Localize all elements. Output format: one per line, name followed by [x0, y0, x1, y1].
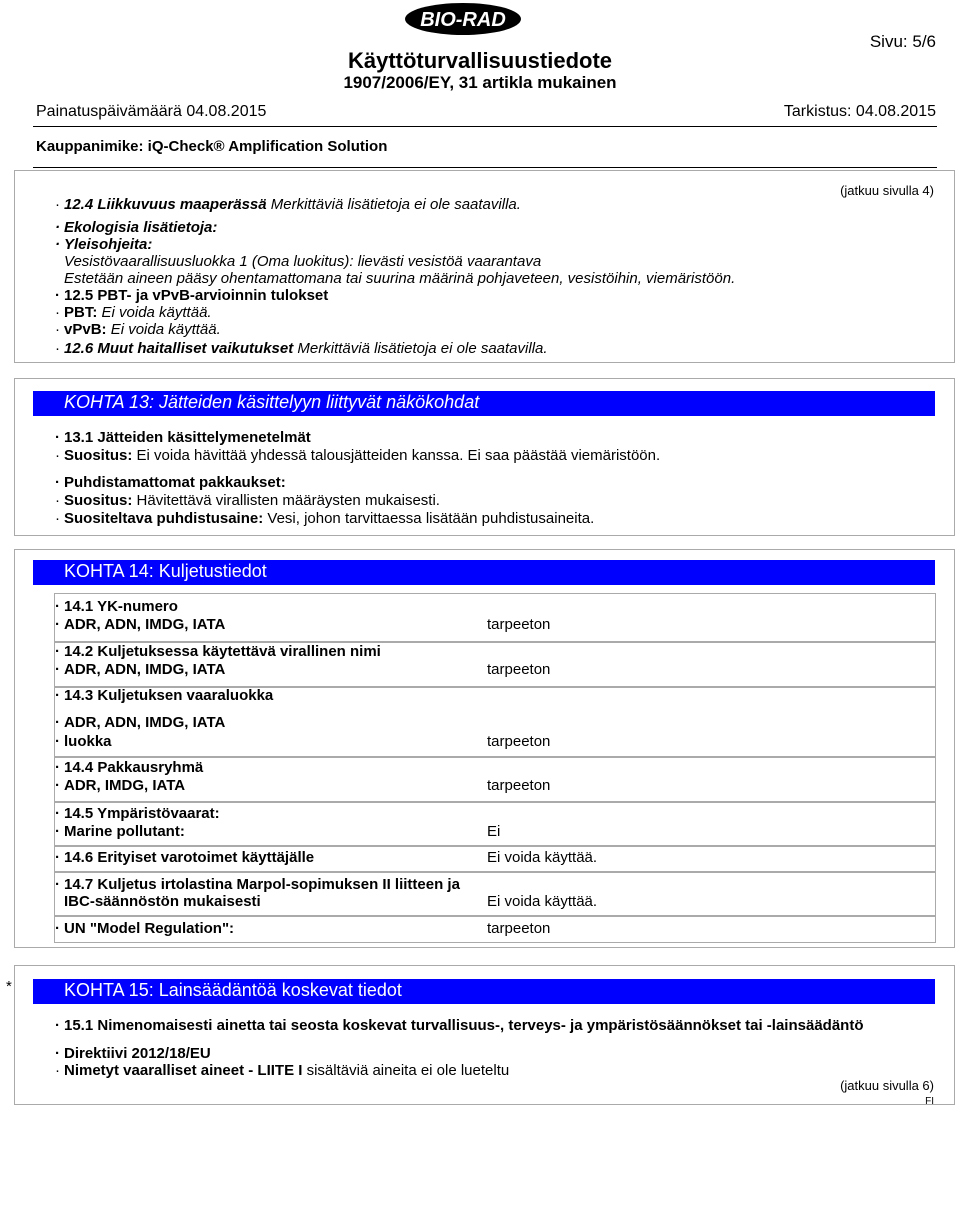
document-title: Käyttöturvallisuustiedote	[347, 48, 613, 73]
section-12-4: · 12.4 Liikkuvuus maaperässä Merkittäviä lisätietoja ei ole saatavilla.	[55, 196, 521, 213]
row-14-5-head: · 14.5 Ympäristövaarat:	[55, 805, 220, 822]
uncleaned-packaging-heading: · Puhdistamattomat pakkaukset:	[55, 474, 286, 491]
row-14-8-label: · UN "Model Regulation":	[55, 920, 235, 937]
document-subtitle: 1907/2006/EY, 31 artikla mukainen	[343, 73, 617, 92]
section-15-heading: KOHTA 15: Lainsäädäntöä koskevat tiedot	[64, 980, 402, 1000]
row-14-5-label: · Marine pollutant:	[55, 823, 185, 840]
row-14-4-label: · ADR, IMDG, IATA	[55, 777, 186, 794]
trade-name: Kauppanimike: iQ-Check® Amplification Solution	[36, 138, 388, 155]
revision-date: Tarkistus: 04.08.2015	[783, 103, 936, 120]
row-14-4-value: tarpeeton	[487, 777, 551, 794]
pbt-line: · PBT: Ei voida käyttää.	[55, 304, 212, 321]
section-12-6: · 12.6 Muut haitalliset vaikutukset Merkittäviä lisätietoja ei ole saatavilla.	[55, 340, 548, 357]
logo-text: BIO-RAD	[420, 9, 506, 31]
section-14-heading-bar	[33, 560, 935, 585]
row-14-1-value: tarpeeton	[487, 616, 551, 633]
groundwater-note: Estetään aineen pääsy ohentamattomana tai suurina määrinä pohjaveteen, vesistöihin, viemäristöön.	[64, 270, 736, 287]
print-date: Painatuspäivämäärä 04.08.2015	[36, 103, 267, 120]
packaging-recommendation: · Suositus: Hävitettävä virallisten määräysten mukaisesti.	[55, 492, 440, 509]
row-14-3-head: · 14.3 Kuljetuksen vaaraluokka	[55, 687, 274, 704]
section-15-1: · 15.1 Nimenomaisesti ainetta tai seosta koskevat turvallisuus-, terveys- ja ympäristösäännökset tai -lainsäädäntö	[55, 1017, 864, 1034]
vpvb-line: · vPvB: Ei voida käyttää.	[55, 321, 221, 338]
section-14-heading: KOHTA 14: Kuljetustiedot	[64, 561, 267, 581]
bio-rad-logo	[404, 2, 522, 36]
change-marker: *	[6, 978, 12, 995]
row-14-5-value: Ei	[487, 823, 501, 840]
directive-line: · Direktiivi 2012/18/EU	[55, 1045, 211, 1062]
row-14-4-head: · 14.4 Pakkausryhmä	[55, 759, 204, 776]
row-14-3-label: · ADR, ADN, IMDG, IATA	[55, 714, 226, 731]
annex-line: · Nimetyt vaaralliset aineet - LIITE I sisältäviä aineita ei ole lueteltu	[55, 1062, 510, 1079]
row-14-2-head: · 14.2 Kuljetuksessa käytettävä virallinen nimi	[55, 643, 381, 660]
row-14-7-label-1: · 14.7 Kuljetus irtolastina Marpol-sopimuksen II liitteen ja	[55, 876, 460, 893]
row-14-1-label: · ADR, ADN, IMDG, IATA	[55, 616, 226, 633]
section-13-heading-bar	[33, 391, 935, 416]
row-14-2-value: tarpeeton	[487, 661, 551, 678]
continued-to: (jatkuu sivulla 6)	[840, 1078, 934, 1093]
header-divider-2	[33, 167, 937, 168]
row-14-3-value: tarpeeton	[487, 733, 551, 750]
row-14-8-value: tarpeeton	[487, 920, 551, 937]
section-15-heading-bar	[33, 979, 935, 1004]
header-divider	[33, 126, 937, 127]
section-13-heading: KOHTA 13: Jätteiden käsittelyyn liittyvät näkökohdat	[64, 392, 480, 412]
row-14-6-value: Ei voida käyttää.	[487, 849, 598, 866]
row-14-7-label-2: IBC-säännöstön mukaisesti	[64, 893, 261, 910]
section-12-5: · 12.5 PBT- ja vPvB-arvioinnin tulokset	[55, 287, 329, 304]
general-notes-heading: · Yleisohjeita:	[55, 236, 153, 253]
continued-from: (jatkuu sivulla 4)	[840, 183, 934, 198]
section-13-1: · 13.1 Jätteiden käsittelymenetelmät	[55, 429, 311, 446]
ecological-info-heading: · Ekologisia lisätietoja:	[55, 219, 218, 236]
language-code: FI	[925, 1096, 934, 1107]
water-hazard-class: Vesistövaarallisuusluokka 1 (Oma luokitus): lievästi vesistöä vaarantava	[64, 253, 542, 270]
recommendation-line: · Suositus: Ei voida hävittää yhdessä talousjätteiden kanssa. Ei saa päästää viemäristöön.	[55, 447, 661, 464]
row-14-6-label: · 14.6 Erityiset varotoimet käyttäjälle	[55, 849, 315, 866]
row-14-2-label: · ADR, ADN, IMDG, IATA	[55, 661, 226, 678]
row-14-1-head: · 14.1 YK-numero	[55, 598, 178, 615]
cleaning-agent-line: · Suositeltava puhdistusaine: Vesi, johon tarvittaessa lisätään puhdistusaineita.	[55, 510, 595, 527]
row-14-7-value: Ei voida käyttää.	[487, 893, 598, 910]
page-number: Sivu: 5/6	[869, 32, 936, 51]
row-14-3-sub: · luokka	[55, 733, 112, 750]
